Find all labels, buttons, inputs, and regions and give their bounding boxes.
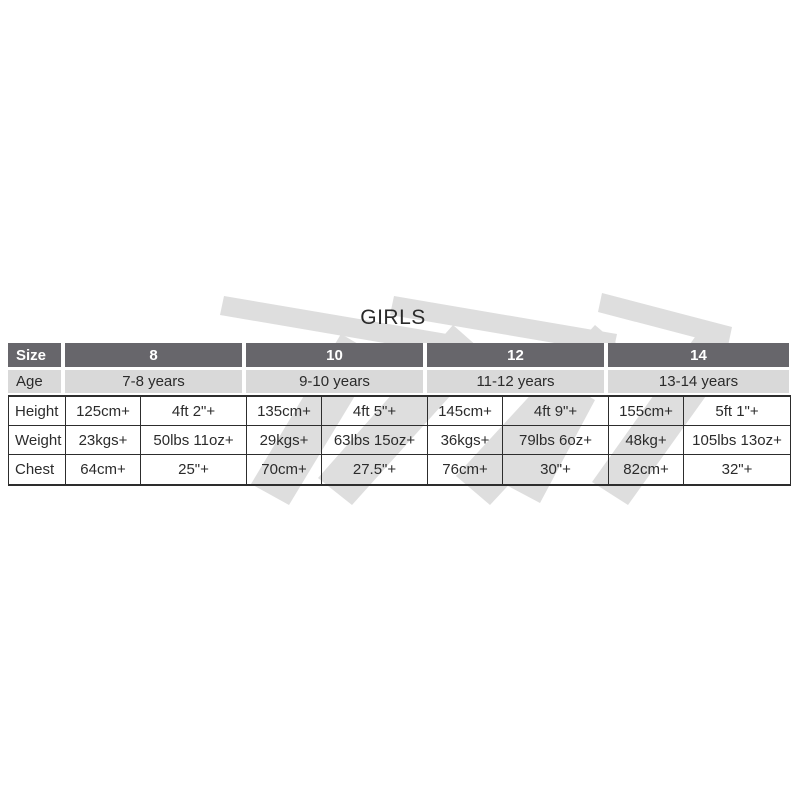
height-cell: 145cm+ (428, 397, 503, 426)
height-cell: 4ft 5"+ (322, 397, 428, 426)
row-label-height: Height (9, 397, 66, 426)
chest-cell: 70cm+ (247, 455, 322, 484)
row-label-weight: Weight (9, 426, 66, 455)
chest-cell: 27.5"+ (322, 455, 428, 484)
height-cell: 155cm+ (609, 397, 684, 426)
page-title: GIRLS (360, 306, 426, 329)
size-table-header (8, 343, 791, 395)
size-col-header-14: 14 (608, 343, 789, 370)
size-col-header-12: 12 (427, 343, 608, 370)
chest-cell: 30"+ (503, 455, 609, 484)
chest-cell: 76cm+ (428, 455, 503, 484)
age-cell-8: 7-8 years (65, 370, 246, 395)
weight-cell: 36kgs+ (428, 426, 503, 455)
height-cell: 125cm+ (66, 397, 141, 426)
weight-cell: 23kgs+ (66, 426, 141, 455)
height-cell: 4ft 9"+ (503, 397, 609, 426)
weight-cell: 50lbs 11oz+ (141, 426, 247, 455)
chest-cell: 32"+ (721, 461, 753, 478)
size-table (8, 343, 791, 486)
age-row-label: Age (8, 370, 65, 395)
size-col-header-10: 10 (246, 343, 427, 370)
age-cell-12: 11-12 years (427, 370, 608, 395)
row-label-chest: Chest (9, 455, 66, 484)
height-cell: 4ft 2"+ (141, 397, 247, 426)
size-row-label: Size (8, 343, 65, 370)
size-col-header-8: 8 (65, 343, 246, 370)
weight-cell: 29kgs+ (247, 426, 322, 455)
age-cell-14: 13-14 years (608, 370, 789, 395)
chest-cell: 64cm+ (66, 455, 141, 484)
weight-cell: 48kg+ (609, 426, 684, 455)
chest-cell: 25"+ (141, 455, 247, 484)
age-cell-10: 9-10 years (246, 370, 427, 395)
weight-cell: 105lbs 13oz+ (684, 426, 790, 455)
weight-cell: 63lbs 15oz+ (322, 426, 428, 455)
height-cell: 135cm+ (247, 397, 322, 426)
chest-cell: 82cm+ (609, 455, 684, 484)
weight-cell: 79lbs 6oz+ (503, 426, 609, 455)
height-cell: 5ft 1"+ (684, 397, 790, 426)
size-table-body (8, 395, 791, 486)
